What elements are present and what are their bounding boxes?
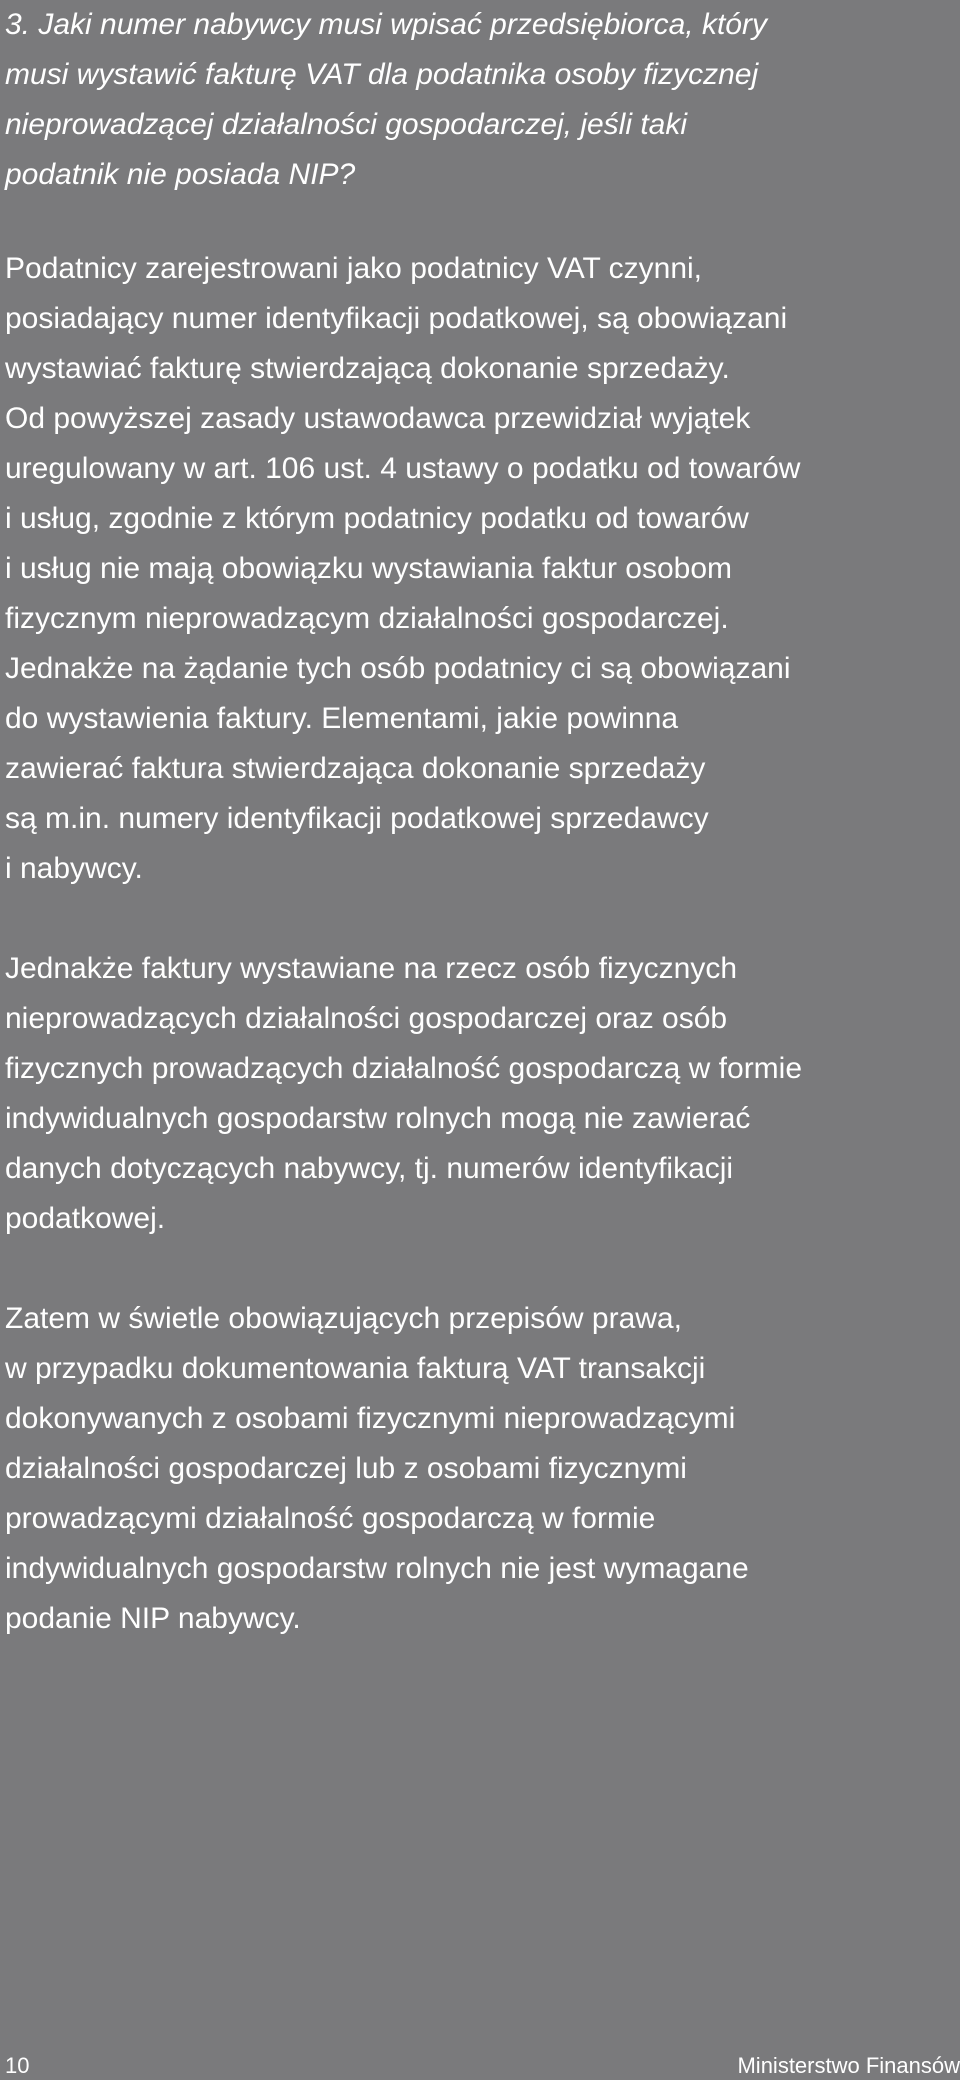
footer-organization: Ministerstwo Finansów (737, 2053, 960, 2078)
answer-paragraph-2: Jednakże faktury wystawiane na rzecz osób fizycznych nieprowadzących działalności gospodarczej oraz osób fizycznych prowadzących działalność gospodarczą w formie indywidualnych gospodarstw rolnych mogą nie zawierać danych dotyczących nabywcy, tj. numerów identyfikacji podatkowej. (5, 952, 803, 1235)
page-number: 10 (5, 2053, 30, 2078)
answer-paragraph-3: Zatem w świetle obowiązujących przepisów prawa, w przypadku dokumentowania fakturą VAT transakcji dokonywanych z osobami fizycznymi nieprowadzącymi działalności gospodarczej lub z osobami fizycznymi prowadzącymi działalność gospodarczą w formie indywidualnych gospodarstw rolnych nie jest wymagane podanie NIP nabywcy. (5, 1302, 749, 1635)
question-heading: 3. Jaki numer nabywcy musi wpisać przedsiębiorca, który musi wystawić fakturę VAT dla podatnika osoby fizycznej nieprowadzącej działalności gospodarczej, jeśli taki podatnik nie posiada NIP? (5, 8, 767, 191)
answer-paragraph-1: Podatnicy zarejestrowani jako podatnicy VAT czynni, posiadający numer identyfikacji podatkowej, są obowiązani wystawiać fakturę stwierdzającą dokonanie sprzedaży. Od powyższej zasady ustawodawca przewidział wyjątek uregulowany w art. 106 ust. 4 ustawy o podatku od towarów i usług, zgodnie z którym podatnicy podatku od towarów i usług nie mają obowiązku wystawiania faktur osobom fizycznym nieprowadzącym działalności gospodarczej. Jednakże na żądanie tych osób podatnicy ci są obowiązani do wystawienia faktury. Elementami, jakie powinna zawierać faktura stwierdzająca dokonanie sprzedaży są m.in. numery identyfikacji podatkowej sprzedawcy i nabywcy. (5, 252, 801, 885)
page-footer (0, 2052, 960, 2080)
